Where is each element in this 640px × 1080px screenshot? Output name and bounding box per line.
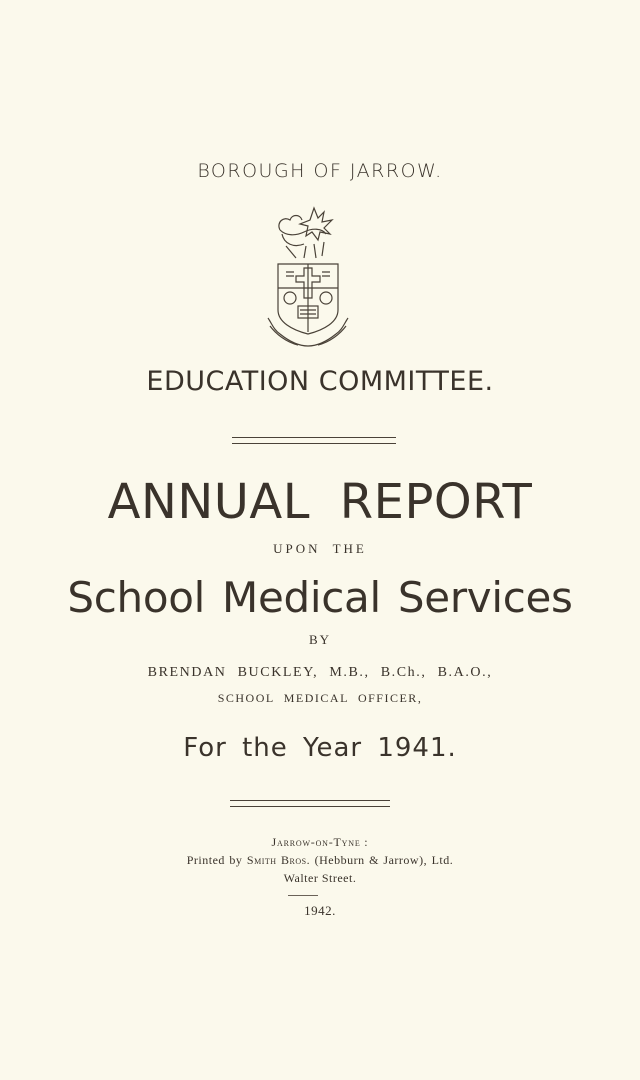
imprint-printer (0, 853, 640, 868)
publication-year: 1942. (304, 903, 336, 918)
imprint-street: Walter Street. (283, 871, 357, 885)
upon-the-line: UPON THE (273, 541, 367, 556)
author-name: BRENDAN BUCKLEY, M.B., B.Ch., B.A.O., (147, 665, 493, 680)
borough-crest-icon (266, 206, 350, 350)
report-title: ANNUAL REPORT (107, 474, 533, 530)
report-year: For the Year 1941. (183, 733, 457, 763)
author-role: SCHOOL MEDICAL OFFICER, (217, 691, 423, 705)
printer-suffix: (Hebburn & Jarrow), Ltd. (310, 853, 454, 867)
committee-heading: EDUCATION COMMITTEE. (146, 366, 494, 397)
imprint-place: Jarrow-on-Tyne : (271, 835, 369, 849)
by-line: BY (308, 632, 332, 647)
report-subject: School Medical Services (67, 573, 573, 622)
printer-prefix: Printed by (186, 853, 247, 867)
double-rule-divider-lower (230, 800, 390, 807)
double-rule-divider (232, 437, 396, 444)
short-rule (288, 895, 318, 896)
borough-heading: BOROUGH OF JARROW. (197, 160, 443, 182)
printer-name: Smith Bros. (246, 853, 311, 867)
